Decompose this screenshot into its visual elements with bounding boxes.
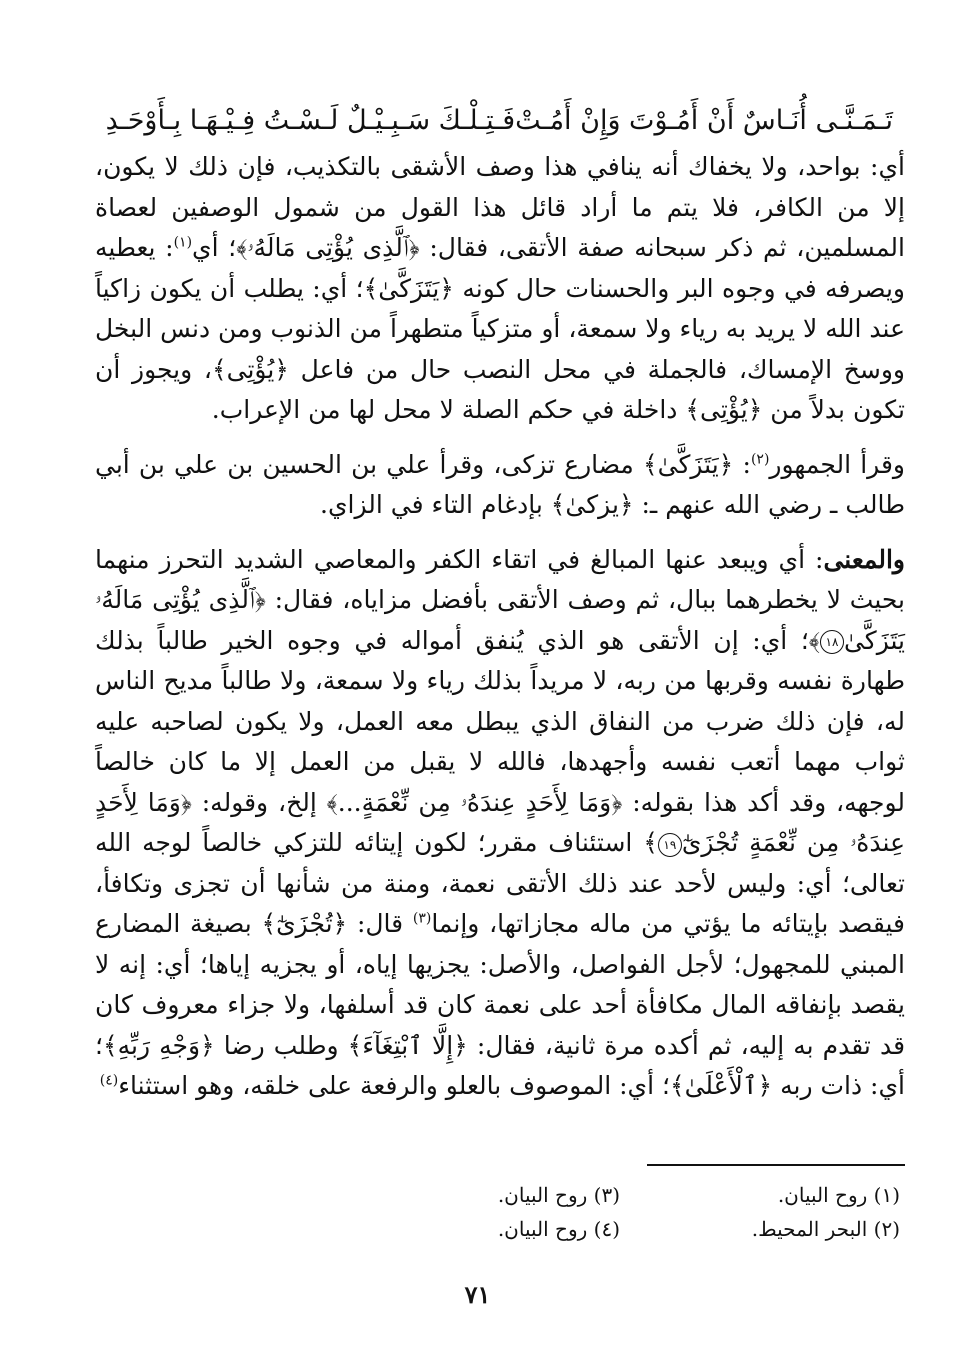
footnote-divider xyxy=(647,1164,905,1166)
text: : xyxy=(733,449,751,479)
footnote-ref-2: (٢) xyxy=(750,451,770,468)
quran-quote: ﴿ٱلَّذِى يُؤْتِى مَالَهُۥ﴾ xyxy=(236,233,420,262)
poetry-verse xyxy=(95,95,905,147)
quran-quote: ﴿ٱلَّذِى يُؤْتِى مَالَهُۥ يَتَزَكَّىٰ xyxy=(95,585,905,655)
text: ؛ أي: ذات ربه xyxy=(95,1030,905,1100)
paragraph-lead-word: والمعنى xyxy=(823,544,905,574)
text: ، ويجوز أن تكون بدلاً من xyxy=(95,354,905,424)
text: وقرأ الجمهور xyxy=(769,449,905,479)
quran-quote: ﴿وَمَا لِأَحَدٍ عِندَهُۥ مِن نِّعْمَةٍ تُجْزَىٰٓ xyxy=(95,787,905,857)
quran-quote: ﴿يزكىٰ﴾ xyxy=(550,490,634,519)
paragraph-1 xyxy=(95,147,905,431)
footnote-4: (٤) روح البيان. xyxy=(497,1217,620,1241)
text: مضارع تزكى، وقرأ علي بن الحسين بن علي بن أبي طالب ـ رضي الله عنهم ـ: xyxy=(95,449,905,519)
footnote-3: (٣) روح البيان. xyxy=(497,1183,620,1207)
text: استئناف مقرر؛ لكون إيتائه للتزكي خالصاً لوجه الله تعالى؛ أي: وليس لأحد عند ذلك الأتقى نعمة، ومنة من شأنها أن تجزى وتكافأ، فيقصد بإيتائه ما يؤتي من ماله مجازاتها، وإنما xyxy=(95,828,905,938)
quran-quote: ﴿ٱلْأَعْلَىٰ﴾ xyxy=(669,1071,773,1100)
page-body xyxy=(95,95,905,1107)
verse-first-hemistich: تَـمَـنَّـى أُنَـاسٌ أَنْ أَمُـوْتَ وَإِنْ أَمُـتْ xyxy=(515,105,893,136)
quran-quote: ﴿يَتَزَكَّىٰ﴾ xyxy=(363,273,454,303)
text: : أي ويبعد عنها المبالغ في اتقاء الكفر والمعاصي الشديد التحرز منهما بحيث لا يخطرهما ببال، ثم وصف الأتقى بأفضل مزاياه، فقال: xyxy=(95,544,905,614)
quran-quote: ﴿يُؤْتِى﴾ xyxy=(685,395,763,424)
quran-quote-end: ﴾ xyxy=(808,625,820,655)
page-number: ٧١ xyxy=(464,1280,491,1309)
text: وطلب رضا xyxy=(214,1030,348,1060)
aya-number-marker: ١٩ xyxy=(658,833,682,857)
quran-quote-end: ﴾ xyxy=(643,828,658,857)
quran-quote: ﴿تُجْزَىٰٓ﴾ xyxy=(261,909,348,938)
text: ؛ أي: يطلب أن يكون زاكياً عند الله لا يريد به رياء ولا سمعة، أو متزكياً متطهراً من الذنوب ومن دنس البخل ووسخ الإمساك، فالجملة في محل النصب حال من فاعل xyxy=(95,273,905,384)
footnotes xyxy=(340,1180,900,1244)
quran-quote: ﴿يَتَزَكَّىٰ﴾ xyxy=(643,449,734,479)
text: أي: بواحد، ولا يخفاك أنه ينافي هذا وصف الأشقى بالتكذيب، فإن ذلك لا يكون، إلا من الكافر، فلا يتم ما أراد قائل هذا القول من شمول الوصفين لعصاة المسلمين، ثم ذكر سبحانه صفة الأتقى، فقال: xyxy=(95,152,905,262)
footnote-ref-4: (٤) xyxy=(99,1072,119,1089)
quran-quote: ﴿إِلَّا ٱبْتِغَآءَ﴾ xyxy=(347,1030,468,1060)
text: قال: xyxy=(347,909,413,938)
text: بإدغام التاء في الزاي. xyxy=(320,490,551,519)
text: داخلة في حكم الصلة لا محل لها من الإعراب. xyxy=(211,395,686,424)
aya-number-marker: ١٨ xyxy=(820,630,844,654)
paragraph-2 xyxy=(95,445,905,526)
text: ؛ أي: الموصوف بالعلو والرفعة على خلقه، وهو استثناء xyxy=(118,1071,670,1100)
quran-quote: ﴿يُؤْتِى﴾ xyxy=(211,354,289,384)
footnote-1: (١) روح البيان. xyxy=(777,1183,900,1207)
text: إلخ، وقوله: xyxy=(191,787,327,817)
quran-quote: ﴿وَجْهِ رَبِّهِ﴾ xyxy=(102,1030,215,1060)
text: : يعطيه ويصرفه في وجوه البر والحسنات حال كونه xyxy=(95,233,905,303)
text: بصيغة المضارع المبني للمجهول؛ لأجل الفواصل، والأصل: يجزيها إياه، أو يجزيه إياها؛ أي: إنه لا يقصد بإنفاقه المال مكافأة أحد على نعمة كان قد أسلفها، ولا جزاء معروف كان قد تقدم به إليه، ثم أكده مرة ثانية، فقال: xyxy=(95,909,906,1060)
footnote-ref-1: (١) xyxy=(173,234,193,251)
quran-quote: ﴿وَمَا لِأَحَدٍ عِندَهُۥ مِن نِّعْمَةٍ...﴾ xyxy=(326,787,623,817)
paragraph-3 xyxy=(95,540,905,1107)
footnote-ref-3: (٣) xyxy=(412,910,432,927)
text: ؛ أي: إن الأتقى هو الذي يُنفق أمواله في وجوه الخير طالباً بذلك طهارة نفسه وقربها من ربه، لا مريداً بذلك رياء ولا سمعة، ولا طالباً مديح الناس له، فإن ذلك ضرب من النفاق الذي يبطل معه العمل، ولا يكون لصاحبه عليه ثواب مهما أتعب نفسه وأجهدها، فالله لا يقبل من العمل إلا ما كان خالصاً لوجهه، وقد أكد هذا بقوله: xyxy=(95,625,906,817)
footnote-2: (٢) البحر المحيط. xyxy=(751,1217,900,1241)
text: ؛ أي xyxy=(192,233,237,262)
verse-second-hemistich: فَـتِـلْـكَ سَـبِـيْـلٌ لَـسْـتُ فِـيْـهَـا بِـأَوْحَـدِ xyxy=(105,105,516,136)
